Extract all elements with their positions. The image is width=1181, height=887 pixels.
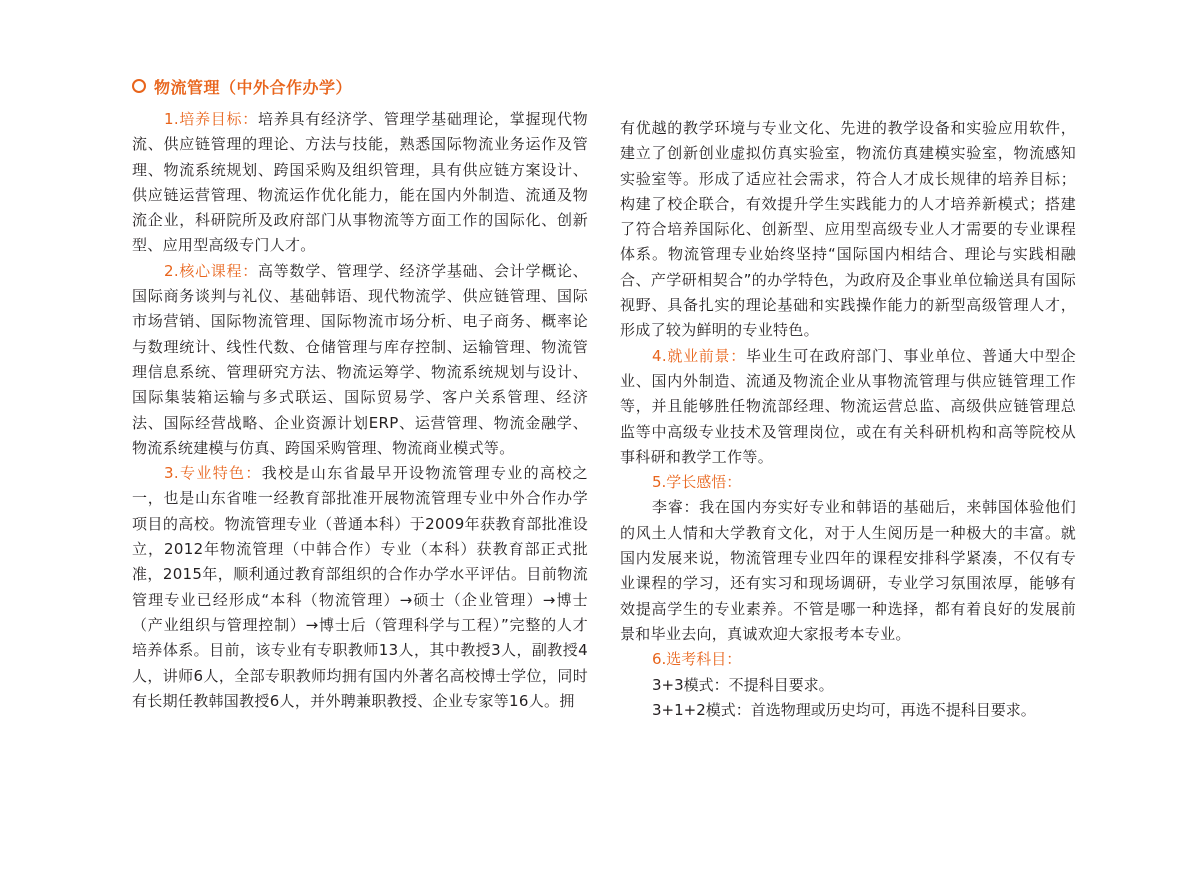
right-column: [620, 116, 1076, 723]
heading-training-goal: 1.培养目标：: [164, 110, 259, 128]
circle-bullet-icon: [132, 79, 146, 93]
paragraph-training-goal: [132, 107, 588, 259]
left-column: [132, 107, 588, 714]
subjects-line-2: 3+1+2模式：首选物理或历史均可，再选不提科目要求。: [652, 700, 1036, 719]
paragraph-senior-insight: 李睿：我在国内夯实好专业和韩语的基础后，来韩国体验他们的风土人情和大学教育文化，对于人生阅历是一种极大的丰富。就国内发展来说，物流管理专业四年的课程安排科学紧凑，不仅有专业课程的学习，还有实习和现场调研，专业学习氛围浓厚，能够有效提高学生的专业素养。不管是哪一种选择，都有着良好的发展前景和毕业去向，真诚欢迎大家报考本专业。: [620, 498, 1076, 643]
text-employment: 毕业生可在政府部门、事业单位、普通大中型企业、国内外制造、流通及物流企业从事物流管理与供应链管理工作等，并且能够胜任物流部经理、物流运营总监、高级供应链管理总监等中高级专业技术及管理岗位，或在有关科研机构和高等院校从事科研和教学工作等。: [620, 346, 1076, 466]
text-core-courses: 高等数学、管理学、经济学基础、会计学概论、国际商务谈判与礼仪、基础韩语、现代物流学、供应链管理、国际市场营销、国际物流管理、国际物流市场分析、电子商务、概率论与数理统计、线性代数、仓储管理与库存控制、运输管理、物流管理信息系统、管理研究方法、物流运筹学、物流系统规划与设计、国际集装箱运输与多式联运、国际贸易学、客户关系管理、经济法、国际经营战略、企业资源计划ERP、运营管理、物流金融学、物流系统建模与仿真、跨国采购管理、物流商业模式等。: [132, 261, 588, 457]
heading-senior-insight: 5.学长感悟：: [652, 473, 742, 492]
section-title: [132, 74, 352, 98]
paragraph-core-courses: [132, 259, 588, 461]
heading-subjects: 6.选考科目：: [652, 650, 742, 669]
section-title-text: 物流管理（中外合作办学）: [154, 77, 353, 97]
paragraph-features: [132, 461, 588, 714]
heading-employment: 4.就业前景：: [652, 346, 747, 365]
text-features: 我校是山东省最早开设物流管理专业的高校之一，也是山东省唯一经教育部批准开展物流管理专业中外合作办学项目的高校。物流管理专业（普通本科）于2009年获教育部批准设立，2012年物流管理（中韩合作）专业（本科）获教育部正式批准，2015年，顺利通过教育部组织的合作办学水平评估。目前物流管理专业已经形成“本科（物流管理）→硕士（企业管理）→博士（产业组织与管理控制）→博士后（管理科学与工程）”完整的人才培养体系。目前，该专业有专职教师13人，其中教授3人，副教授4人，讲师6人，全部专职教师均拥有国内外著名高校博士学位，同时有长期任教韩国教授6人，并外聘兼职教授、企业专家等16人。拥: [132, 464, 588, 710]
paragraph-employment: [620, 344, 1076, 470]
text-training-goal: 培养具有经济学、管理学基础理论，掌握现代物流、供应链管理的理论、方法与技能，熟悉国际物流业务运作及管理、物流系统规划、跨国采购及组织管理，具有供应链方案设计、供应链运营管理、物流运作优化能力，能在国内外制造、流通及物流企业，科研院所及政府部门从事物流等方面工作的国际化、创新型、应用型高级专门人才。: [132, 110, 588, 255]
paragraph-features-continued: 有优越的教学环境与专业文化、先进的教学设备和实验应用软件，建立了创新创业虚拟仿真实验室，物流仿真建模实验室，物流感知实验室等。形成了适应社会需求，符合人才成长规律的培养目标；构建了校企联合，有效提升学生实践能力的人才培养新模式；搭建了符合培养国际化、创新型、应用型高级专业人才需要的专业课程体系。物流管理专业始终坚持“国际国内相结合、理论与实践相融合、产学研相契合”的办学特色，为政府及企事业单位输送具有国际视野、具备扎实的理论基础和实践操作能力的新型高级管理人才，形成了较为鲜明的专业特色。: [620, 119, 1076, 340]
subjects-line-1: 3+3模式：不提科目要求。: [652, 675, 834, 694]
heading-core-courses: 2.核心课程：: [164, 261, 259, 280]
heading-features: 3.专业特色：: [164, 464, 262, 483]
